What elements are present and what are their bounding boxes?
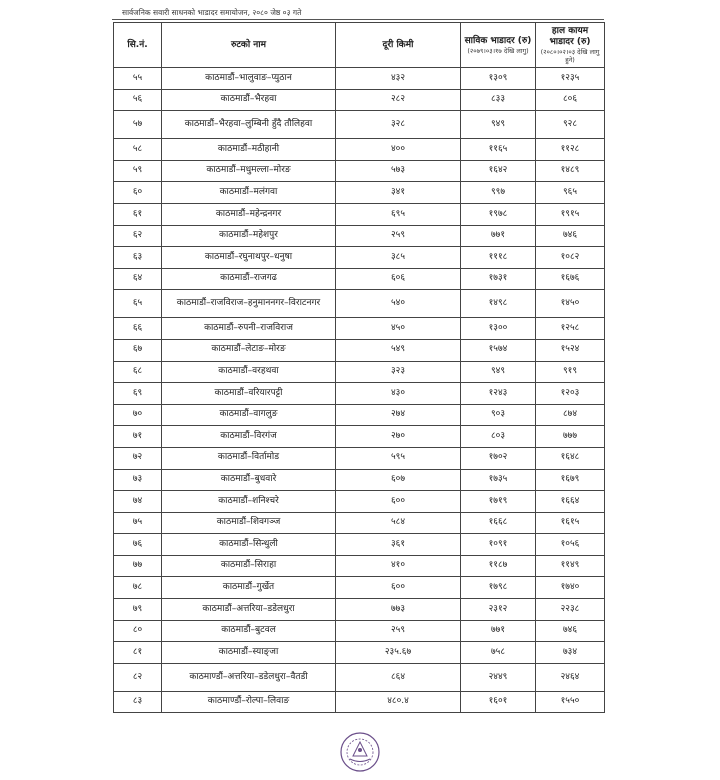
old-fare-cell: ९०३ xyxy=(461,404,536,426)
table-row xyxy=(114,89,605,111)
distance-cell: ५४० xyxy=(336,290,461,318)
distance-cell: २८२ xyxy=(336,89,461,111)
old-fare-cell: १६०१ xyxy=(461,691,536,713)
government-seal-icon xyxy=(335,728,385,776)
route-cell: काठमाडौं–स्याङ्जा xyxy=(162,642,336,664)
new-fare-cell: १४८९ xyxy=(536,160,605,182)
old-fare-header-note: (२०७९।०३।१७ देखि लागु) xyxy=(467,46,529,55)
new-fare-cell: ७४६ xyxy=(536,225,605,247)
distance-cell: ६०० xyxy=(336,577,461,599)
table-row xyxy=(114,642,605,664)
table-row xyxy=(114,469,605,491)
route-cell: काठमाडौं–वरियारपट्टी xyxy=(162,383,336,405)
old-fare-cell: २३१२ xyxy=(461,599,536,621)
route-cell: काठमाडौं–राजविराज–हनुमाननगर–विराटनगर xyxy=(162,290,336,318)
route-cell: काठमाडौं–मठीहानी xyxy=(162,139,336,161)
serial-cell: ७४ xyxy=(114,491,162,513)
serial-cell: ७८ xyxy=(114,577,162,599)
old-fare-cell: १७०२ xyxy=(461,447,536,469)
distance-cell: ५७३ xyxy=(336,160,461,182)
old-fare-cell: १७३५ xyxy=(461,469,536,491)
table-row xyxy=(114,555,605,577)
new-fare-cell: १०८२ xyxy=(536,247,605,269)
route-cell: काठमाडौं–महेन्द्रनगर xyxy=(162,203,336,225)
new-fare-cell: ८७४ xyxy=(536,404,605,426)
route-cell: काठमाण्डौं–रोल्पा–लिवाङ xyxy=(162,691,336,713)
distance-cell: ३२३ xyxy=(336,361,461,383)
table-row xyxy=(114,68,605,90)
distance-cell: ८६४ xyxy=(336,663,461,691)
new-fare-header-label: हाल कायम भाडादर (रु) xyxy=(549,26,591,47)
table-row xyxy=(114,404,605,426)
header-divider xyxy=(112,19,604,20)
serial-cell: ७५ xyxy=(114,512,162,534)
route-cell: काठमाडौं–सिराहा xyxy=(162,555,336,577)
serial-cell: ५९ xyxy=(114,160,162,182)
route-cell: काठमाडौं–भैरहवा–लुम्बिनी हुँदै तौलिहवा xyxy=(162,111,336,139)
old-fare-cell: ७५८ xyxy=(461,642,536,664)
new-fare-cell: ८०६ xyxy=(536,89,605,111)
old-fare-cell: १७९८ xyxy=(461,577,536,599)
table-row xyxy=(114,182,605,204)
route-cell: काठमाडौं–वरहथवा xyxy=(162,361,336,383)
distance-cell: २७४ xyxy=(336,404,461,426)
serial-cell: ६७ xyxy=(114,339,162,361)
serial-header: सि.नं. xyxy=(114,23,162,68)
serial-cell: ७२ xyxy=(114,447,162,469)
old-fare-cell: ८३३ xyxy=(461,89,536,111)
table-row xyxy=(114,691,605,713)
new-fare-cell: ७७७ xyxy=(536,426,605,448)
route-cell: काठमाडौं–बुधवारे xyxy=(162,469,336,491)
new-fare-cell: ११२८ xyxy=(536,139,605,161)
table-row xyxy=(114,139,605,161)
old-fare-cell: १४९८ xyxy=(461,290,536,318)
serial-cell: ८१ xyxy=(114,642,162,664)
new-fare-cell: १२०३ xyxy=(536,383,605,405)
old-fare-cell: १७३१ xyxy=(461,268,536,290)
distance-cell: २३५.६७ xyxy=(336,642,461,664)
new-fare-header-note: (२०८०।०२।०३ देखि लागु हुने) xyxy=(540,48,600,64)
table-row xyxy=(114,663,605,691)
serial-cell: ६१ xyxy=(114,203,162,225)
old-fare-cell: १६६८ xyxy=(461,512,536,534)
old-fare-cell: ८०३ xyxy=(461,426,536,448)
old-fare-cell: १९७८ xyxy=(461,203,536,225)
new-fare-cell: १९१५ xyxy=(536,203,605,225)
route-cell: काठमाडौं–मधुमल्ला–मोरङ xyxy=(162,160,336,182)
new-fare-cell: ११४९ xyxy=(536,555,605,577)
route-cell: काठमाडौं–रुपनी–राजविराज xyxy=(162,318,336,340)
old-fare-header xyxy=(461,23,536,68)
serial-cell: ७१ xyxy=(114,426,162,448)
route-cell: काठमाडौं–वागलुङ xyxy=(162,404,336,426)
route-cell: काठमाडौं–गुर्खेत xyxy=(162,577,336,599)
serial-cell: ६८ xyxy=(114,361,162,383)
serial-cell: ६२ xyxy=(114,225,162,247)
distance-cell: ७७३ xyxy=(336,599,461,621)
distance-cell: ६०६ xyxy=(336,268,461,290)
table-row xyxy=(114,339,605,361)
route-cell: काठमाडौं–विरगंज xyxy=(162,426,336,448)
serial-cell: ५७ xyxy=(114,111,162,139)
distance-cell: २५९ xyxy=(336,620,461,642)
serial-cell: ७३ xyxy=(114,469,162,491)
fare-table-body xyxy=(114,68,605,713)
distance-cell: ३८५ xyxy=(336,247,461,269)
route-cell: काठमाडौं–भालुवाङ–प्युठान xyxy=(162,68,336,90)
route-cell: काठमाडौं–महेशपुर xyxy=(162,225,336,247)
table-row xyxy=(114,620,605,642)
table-row xyxy=(114,534,605,556)
route-cell: काठमाण्डौं–अत्तरिया–डडेलधुरा–वैतडी xyxy=(162,663,336,691)
route-header: रुटको नाम xyxy=(162,23,336,68)
distance-cell: ४८०.४ xyxy=(336,691,461,713)
table-row xyxy=(114,225,605,247)
new-fare-cell: ७४६ xyxy=(536,620,605,642)
distance-cell: ३४१ xyxy=(336,182,461,204)
table-row xyxy=(114,361,605,383)
serial-cell: ६० xyxy=(114,182,162,204)
old-fare-cell: २४४९ xyxy=(461,663,536,691)
old-fare-cell: ७७१ xyxy=(461,620,536,642)
distance-cell: ३२८ xyxy=(336,111,461,139)
new-fare-cell: १०५६ xyxy=(536,534,605,556)
table-row xyxy=(114,447,605,469)
serial-cell: ६६ xyxy=(114,318,162,340)
serial-cell: ७० xyxy=(114,404,162,426)
serial-cell: ८० xyxy=(114,620,162,642)
route-cell: काठमाडौं–शिवगञ्ज xyxy=(162,512,336,534)
old-fare-cell: १३०९ xyxy=(461,68,536,90)
route-cell: काठमाडौं–विर्तामोड xyxy=(162,447,336,469)
table-row xyxy=(114,426,605,448)
route-cell: काठमाडौं–रघुनाथपुर–धनुषा xyxy=(162,247,336,269)
route-cell: काठमाडौं–बुटवल xyxy=(162,620,336,642)
new-fare-cell: १६४८ xyxy=(536,447,605,469)
distance-cell: ५९५ xyxy=(336,447,461,469)
table-header-row xyxy=(114,23,605,68)
old-fare-cell: १६४२ xyxy=(461,160,536,182)
header-note: सार्वजनिक सवारी साधनको भाडादर समायोजन, २०८० जेष्ठ ०३ गते xyxy=(122,8,302,17)
route-cell: काठमाडौं–राजगढ xyxy=(162,268,336,290)
serial-cell: ६४ xyxy=(114,268,162,290)
new-fare-cell: ९२८ xyxy=(536,111,605,139)
old-fare-cell: १७१९ xyxy=(461,491,536,513)
distance-cell: ४५० xyxy=(336,318,461,340)
serial-cell: ७६ xyxy=(114,534,162,556)
table-row xyxy=(114,247,605,269)
route-cell: काठमाडौं–शनिश्चरे xyxy=(162,491,336,513)
serial-cell: ७७ xyxy=(114,555,162,577)
old-fare-cell: ९९७ xyxy=(461,182,536,204)
old-fare-cell: ११८७ xyxy=(461,555,536,577)
new-fare-cell: १५२४ xyxy=(536,339,605,361)
route-cell: काठमाडौं–भैरहवा xyxy=(162,89,336,111)
new-fare-cell: १६७९ xyxy=(536,469,605,491)
distance-cell: ६९५ xyxy=(336,203,461,225)
serial-cell: ७९ xyxy=(114,599,162,621)
distance-cell: ४३० xyxy=(336,383,461,405)
new-fare-cell: १४५० xyxy=(536,290,605,318)
new-fare-cell: १६१५ xyxy=(536,512,605,534)
distance-cell: ५४९ xyxy=(336,339,461,361)
distance-cell: ४०० xyxy=(336,139,461,161)
serial-cell: ८३ xyxy=(114,691,162,713)
new-fare-cell: १२३५ xyxy=(536,68,605,90)
new-fare-cell: १६६४ xyxy=(536,491,605,513)
route-cell: काठमाडौं–सिन्धुली xyxy=(162,534,336,556)
distance-cell: ६०७ xyxy=(336,469,461,491)
old-fare-cell: ९४९ xyxy=(461,361,536,383)
old-fare-cell: ९४९ xyxy=(461,111,536,139)
table-row xyxy=(114,491,605,513)
new-fare-cell: १६७६ xyxy=(536,268,605,290)
route-cell: काठमाडौं–लेटाङ–मोरङ xyxy=(162,339,336,361)
table-row xyxy=(114,512,605,534)
table-row xyxy=(114,290,605,318)
route-cell: काठमाडौं–मलंगवा xyxy=(162,182,336,204)
fare-table xyxy=(113,22,605,713)
new-fare-cell: २४६४ xyxy=(536,663,605,691)
new-fare-cell: १२५८ xyxy=(536,318,605,340)
serial-cell: ६९ xyxy=(114,383,162,405)
serial-cell: ६३ xyxy=(114,247,162,269)
serial-cell: ८२ xyxy=(114,663,162,691)
table-row xyxy=(114,599,605,621)
table-row xyxy=(114,383,605,405)
serial-cell: ५५ xyxy=(114,68,162,90)
route-cell: काठमाडौं–अत्तरिया–डडेलधुरा xyxy=(162,599,336,621)
old-fare-cell: १२४३ xyxy=(461,383,536,405)
distance-cell: २७० xyxy=(336,426,461,448)
old-fare-cell: ११६५ xyxy=(461,139,536,161)
table-row xyxy=(114,160,605,182)
table-row xyxy=(114,111,605,139)
table-row xyxy=(114,268,605,290)
new-fare-cell: २२३८ xyxy=(536,599,605,621)
table-row xyxy=(114,318,605,340)
serial-cell: ५८ xyxy=(114,139,162,161)
old-fare-cell: १११८ xyxy=(461,247,536,269)
table-row xyxy=(114,577,605,599)
new-fare-cell: १७४० xyxy=(536,577,605,599)
new-fare-cell: ९१९ xyxy=(536,361,605,383)
distance-cell: २५९ xyxy=(336,225,461,247)
new-fare-cell: १५५० xyxy=(536,691,605,713)
distance-cell: ६०० xyxy=(336,491,461,513)
old-fare-cell: १०९१ xyxy=(461,534,536,556)
serial-cell: ६५ xyxy=(114,290,162,318)
new-fare-header xyxy=(536,23,605,68)
old-fare-cell: १५७४ xyxy=(461,339,536,361)
distance-cell: ४१० xyxy=(336,555,461,577)
table-row xyxy=(114,203,605,225)
old-fare-cell: १३०० xyxy=(461,318,536,340)
distance-header: दूरी किमी xyxy=(336,23,461,68)
distance-cell: ३६१ xyxy=(336,534,461,556)
old-fare-cell: ७७१ xyxy=(461,225,536,247)
distance-cell: ५८४ xyxy=(336,512,461,534)
serial-cell: ५६ xyxy=(114,89,162,111)
old-fare-header-label: साविक भाडादर (रु) xyxy=(464,35,532,46)
distance-cell: ४३२ xyxy=(336,68,461,90)
new-fare-cell: ७३४ xyxy=(536,642,605,664)
new-fare-cell: ९६५ xyxy=(536,182,605,204)
